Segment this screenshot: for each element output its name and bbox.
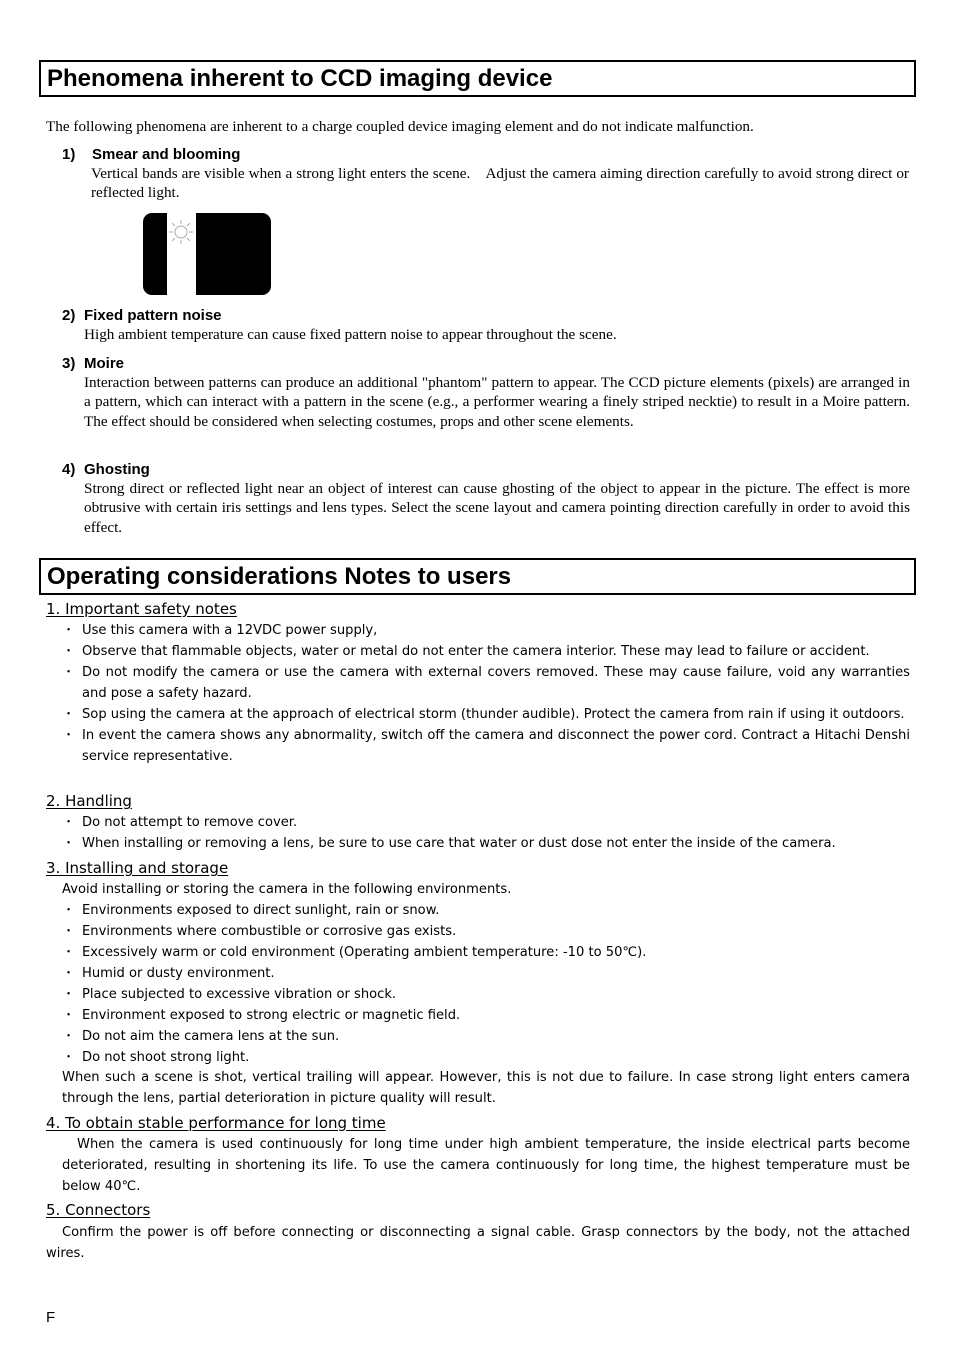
list-item: ・ Do not aim the camera lens at the sun. [62, 1029, 340, 1044]
storage-list [62, 900, 910, 1068]
handling-list [62, 812, 910, 854]
phenomenon-4-title: Ghosting [84, 461, 150, 478]
page-label: F [46, 1309, 56, 1326]
list-item: ・ Place subjected to excessive vibration or shock. [62, 987, 397, 1002]
list-item: ・ Use this camera with a 12VDC power supply, [62, 623, 378, 638]
handling-heading: 2. Handling [46, 792, 132, 810]
section-phenomena-title: Phenomena inherent to CCD imaging device [47, 65, 553, 92]
phenomenon-3-number: 3) [62, 355, 76, 372]
stable-performance-heading: 4. To obtain stable performance for long time [46, 1114, 386, 1132]
phenomenon-3-body: Interaction between patterns can produce an additional "phantom" pattern to appear. The CCD picture elements (pixels) are arranged in a pattern, which can interact with a pattern in the scene (e.g., a performer wearing a finely striped necktie) to result in a Moire pattern. The effect should be considered when selecting costumes, props and other scene elements. [84, 374, 910, 430]
connectors-body: Confirm the power is off before connecting or disconnecting a signal cable. Grasp connectors by the body, not the attached wires. [46, 1225, 910, 1261]
storage-heading: 3. Installing and storage [46, 859, 229, 877]
list-item: ・ Environment exposed to strong electric or magnetic field. [62, 1008, 461, 1023]
phenomenon-3-heading [62, 355, 124, 373]
storage-note: When such a scene is shot, vertical trailing will appear. However, this is not due to failure. In case strong light enters camera through the lens, partial deterioration in picture quality will result. [62, 1070, 910, 1106]
list-item: ・ Observe that flammable objects, water or metal do not enter the camera interior. These may lead to failure or accident. [62, 644, 870, 659]
list-item: ・ Do not attempt to remove cover. [62, 815, 298, 830]
list-item: ・ Excessively warm or cold environment (Operating ambient temperature: -10 to 50℃). [62, 945, 647, 960]
safety-notes-heading: 1. Important safety notes [46, 600, 237, 618]
phenomena-intro: The following phenomena are inherent to a charge coupled device imaging element and do not indicate malfunction. [46, 118, 754, 135]
storage-intro: Avoid installing or storing the camera in the following environments. [62, 882, 512, 897]
list-item: ・ Do not shoot strong light. [62, 1050, 250, 1065]
safety-notes-list [62, 620, 910, 767]
phenomenon-2-heading [62, 307, 222, 325]
phenomenon-4-heading [62, 461, 150, 479]
phenomenon-1-title: Smear and blooming [92, 146, 241, 163]
section-operating-header [39, 558, 916, 595]
phenomenon-1-number: 1) [62, 146, 76, 163]
list-item: ・ Environments where combustible or corrosive gas exists. [62, 924, 457, 939]
list-item: ・ Humid or dusty environment. [62, 966, 275, 981]
list-item: ・ Do not modify the camera or use the camera with external covers removed. These may cause failure, void any warranties and pose a safety hazard. [62, 665, 910, 701]
phenomenon-4-body: Strong direct or reflected light near an object of interest can cause ghosting of the object to appear in the picture. The effect is more obtrusive with certain iris settings and lens types. Select the scene layout and camera pointing direction carefully in order to avoid this effect. [84, 480, 910, 536]
phenomenon-2-title: Fixed pattern noise [84, 307, 222, 324]
phenomenon-1-body: Vertical bands are visible when a strong light enters the scene. Adjust the camera aiming direction carefully to avoid strong direct or reflected light. [91, 165, 909, 202]
section-phenomena-header [39, 60, 916, 97]
phenomenon-3-title: Moire [84, 355, 125, 372]
stable-performance-body: When the camera is used continuously for long time under high ambient temperature, the inside electrical parts become deteriorated, resulting in shortening its life. To use the camera continuously for long time, the highest temperature must be below 40℃. [62, 1137, 910, 1194]
sun-icon [169, 220, 193, 244]
phenomenon-2-body: High ambient temperature can cause fixed pattern noise to appear throughout the scene. [84, 326, 617, 343]
list-item: ・ When installing or removing a lens, be sure to use care that water or dust dose not enter the inside of the camera. [62, 836, 836, 851]
section-operating-title: Operating considerations Notes to users [47, 563, 512, 590]
phenomenon-2-number: 2) [62, 307, 76, 324]
phenomenon-1-heading [62, 146, 240, 164]
phenomenon-4-number: 4) [62, 461, 76, 478]
list-item: ・ In event the camera shows any abnormality, switch off the camera and disconnect the power cord. Contract a Hitachi Denshi service representative. [62, 728, 910, 764]
list-item: ・ Sop using the camera at the approach of electrical storm (thunder audible). Protect the camera from rain if using it outdoors. [62, 707, 905, 722]
list-item: ・ Environments exposed to direct sunlight, rain or snow. [62, 903, 440, 918]
connectors-heading: 5. Connectors [46, 1201, 151, 1219]
smear-illustration [143, 213, 271, 295]
